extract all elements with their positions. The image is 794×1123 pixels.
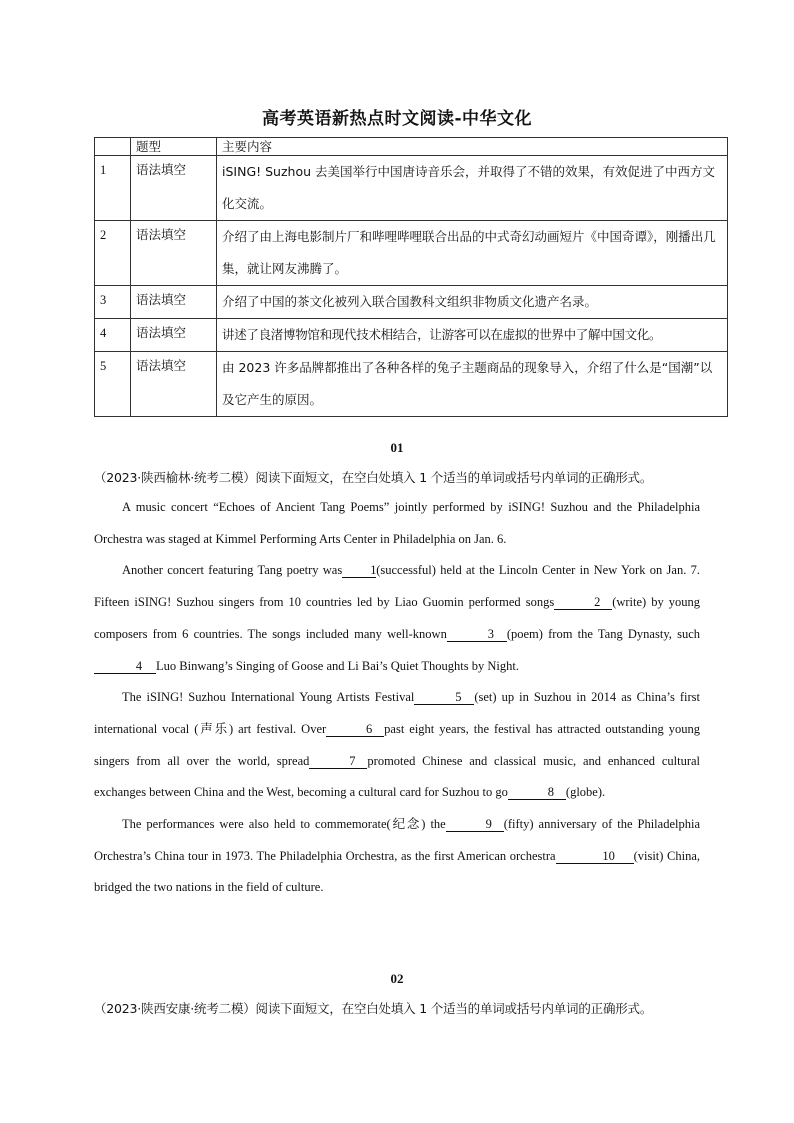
page-title: 高考英语新热点时文阅读-中华文化 xyxy=(261,109,533,129)
blank-7[interactable]: 7 xyxy=(309,754,367,769)
text-segment: (write) by young composers from 6 countries. The songs included many well-known xyxy=(94,595,700,641)
row-type: 语法填空 xyxy=(131,286,217,319)
paragraph-3 xyxy=(94,682,700,809)
paragraph-2 xyxy=(94,555,700,682)
row-content: 由 2023 许多品牌都推出了各种各样的兔子主题商品的现象导入，介绍了什么是“国潮”以及它产生的原因。 xyxy=(217,352,728,417)
blank-10[interactable]: 10 xyxy=(556,849,634,864)
text-segment: (fifty) anniversary of the Philadelphia Orchestra’s China tour in 1973. The Philadelphia Orchestra, as the first American orchestra xyxy=(94,817,700,863)
summary-table xyxy=(94,137,728,417)
section-number-02: 02 xyxy=(390,971,404,986)
text-segment: (successful) held at the Lincoln Center in New York on Jan. 7. Fifteen iSING! Suzhou singers from 10 countries led by Liao Guomin performed songs xyxy=(94,563,700,610)
text-segment: The iSING! Suzhou International Young Artists Festival xyxy=(122,690,415,705)
table-row xyxy=(95,221,728,286)
section-intro-01: （2023·陕西榆林·统考二模）阅读下面短文，在空白处填入 1 个适当的单词或括号内单词的正确形式。 xyxy=(94,470,653,485)
row-type: 语法填空 xyxy=(131,221,217,286)
table-header-row xyxy=(95,138,728,156)
row-number: 5 xyxy=(95,352,131,417)
blank-3[interactable]: 3 xyxy=(447,627,507,642)
row-number: 4 xyxy=(95,319,131,352)
row-content: 介绍了中国的茶文化被列入联合国教科文组织非物质文化遗产名录。 xyxy=(217,286,728,319)
passage-01 xyxy=(94,492,700,904)
text-segment: (visit) China, bridged the two nations in the field of culture. xyxy=(94,848,701,895)
table-row xyxy=(95,352,728,417)
row-number: 3 xyxy=(95,286,131,319)
blank-6[interactable]: 6 xyxy=(326,722,384,737)
blank-9[interactable]: 9 xyxy=(446,817,504,832)
blank-5[interactable]: 5 xyxy=(414,690,474,705)
paragraph-1: A music concert “Echoes of Ancient Tang Poems” jointly performed by iSING! Suzhou and the Philadelphia Orchestra was staged at Kimmel Performing Arts Center in Philadelphia on Jan. 6. xyxy=(94,500,700,546)
section-number-01: 01 xyxy=(390,440,404,455)
text-segment: Another concert featuring Tang poetry was xyxy=(122,563,343,578)
blank-2[interactable]: 2 xyxy=(554,595,612,610)
text-segment: Luo Binwang’s Singing of Goose and Li Bai’s Quiet Thoughts by Night. xyxy=(156,658,519,673)
text-segment: (set) up in Suzhou in 2014 as China’s first international vocal (声乐) art festival. Over xyxy=(94,690,701,736)
text-segment: promoted Chinese and classical music, and enhanced cultural exchanges between China and the West, becoming a cultural card for Suzhou to go xyxy=(94,753,701,800)
section-intro-02: （2023·陕西安康·统考二模）阅读下面短文，在空白处填入 1 个适当的单词或括号内单词的正确形式。 xyxy=(94,1001,653,1016)
row-content: 讲述了良渚博物馆和现代技术相结合，让游客可以在虚拟的世界中了解中国文化。 xyxy=(217,319,728,352)
text-segment: past eight years, the festival has attracted outstanding young singers from all over the world, spread xyxy=(94,721,700,768)
blank-4[interactable]: 4 xyxy=(94,659,156,674)
text-segment: (poem) from the Tang Dynasty, such xyxy=(506,626,701,641)
text-segment: The performances were also held to commemorate(纪念) the xyxy=(122,817,446,832)
row-type: 语法填空 xyxy=(131,319,217,352)
blank-8[interactable]: 8 xyxy=(508,785,566,800)
row-content: 介绍了由上海电影制片厂和哔哩哔哩联合出品的中式奇幻动画短片《中国奇谭》，刚播出几集，就让网友沸腾了。 xyxy=(217,221,728,286)
row-type: 语法填空 xyxy=(131,156,217,221)
table-header-num xyxy=(95,138,131,156)
text-segment: (globe). xyxy=(565,785,606,800)
row-content: iSING! Suzhou 去美国举行中国唐诗音乐会，并取得了不错的效果，有效促进了中西方文化交流。 xyxy=(217,156,728,221)
table-row xyxy=(95,319,728,352)
table-header-type: 题型 xyxy=(131,138,217,156)
row-number: 1 xyxy=(95,156,131,221)
blank-1[interactable]: 1 xyxy=(342,563,376,578)
table-row xyxy=(95,286,728,319)
table-header-content: 主要内容 xyxy=(217,138,728,156)
row-number: 2 xyxy=(95,221,131,286)
row-type: 语法填空 xyxy=(131,352,217,417)
paragraph-4 xyxy=(94,809,700,904)
table-row xyxy=(95,156,728,221)
